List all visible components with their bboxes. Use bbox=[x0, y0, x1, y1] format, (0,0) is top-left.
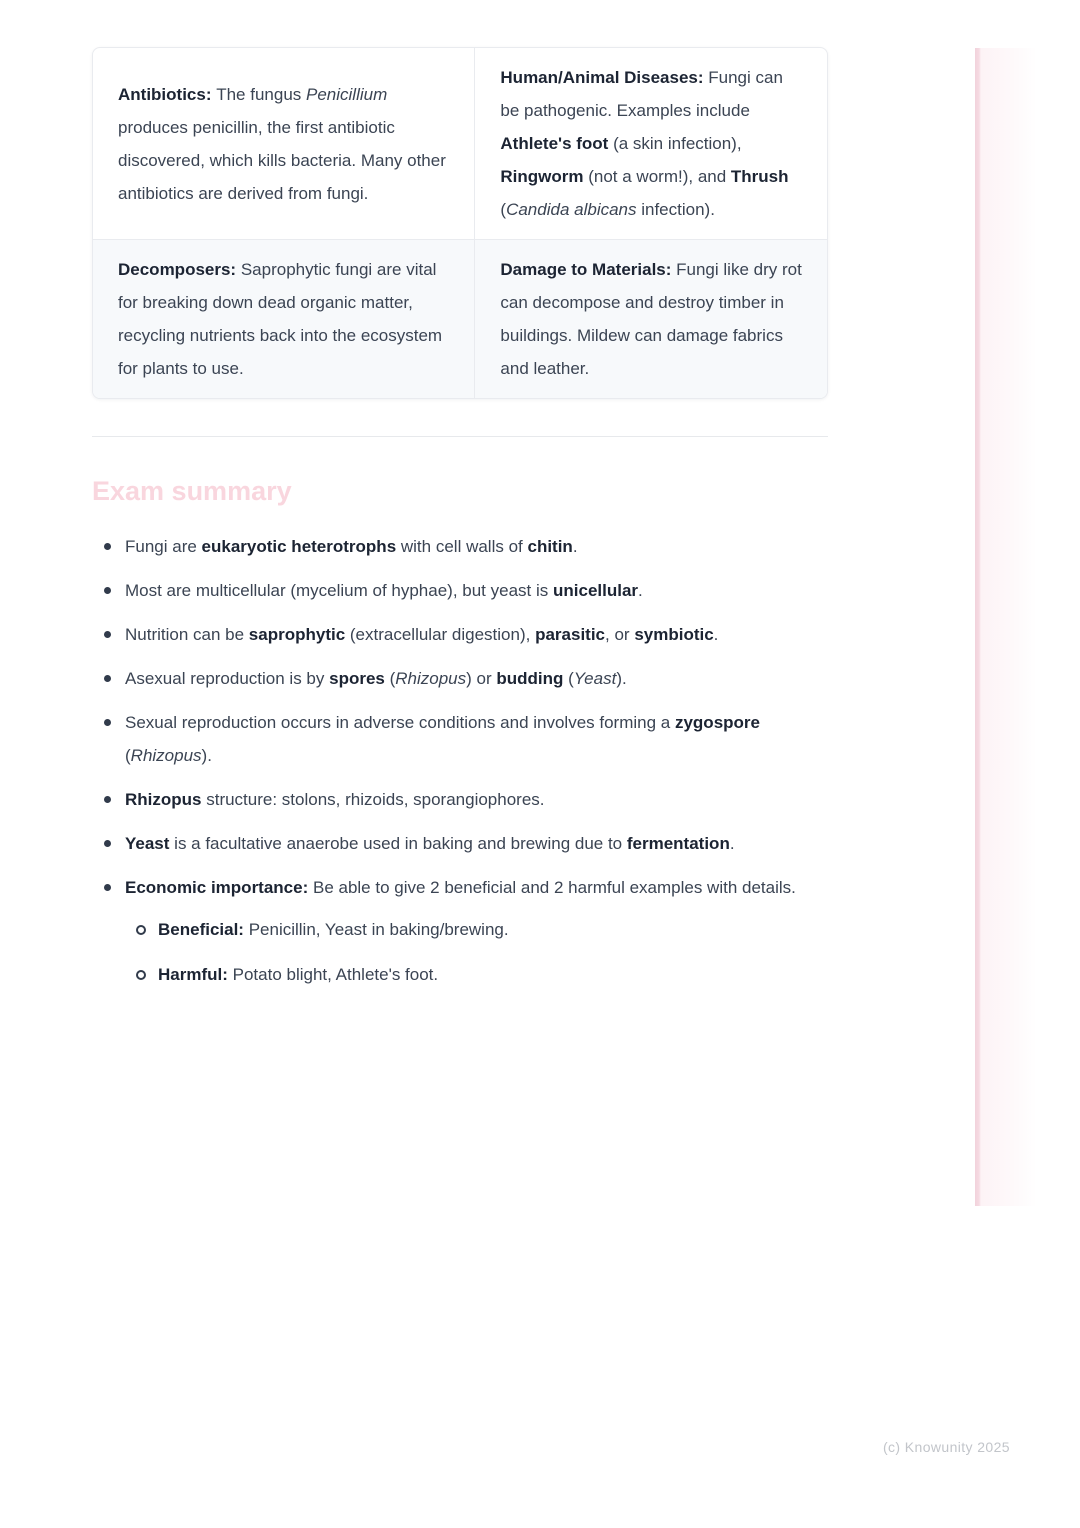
exam-summary-item: Fungi are eukaryotic heterotrophs with cell walls of chitin. bbox=[125, 530, 828, 563]
copyright-footer: (c) Knowunity 2025 bbox=[882, 1439, 1010, 1455]
exam-summary-item: Rhizopus structure: stolons, rhizoids, sporangiophores. bbox=[125, 783, 828, 816]
table-cell-antibiotics bbox=[93, 48, 475, 240]
exam-summary-item: Sexual reproduction occurs in adverse conditions and involves forming a zygospore (Rhizopus). bbox=[125, 706, 828, 772]
next-page-edge-decoration bbox=[975, 48, 1037, 1206]
exam-summary-item: Asexual reproduction is by spores (Rhizopus) or budding (Yeast). bbox=[125, 662, 828, 695]
exam-summary-item: Nutrition can be saprophytic (extracellular digestion), parasitic, or symbiotic. bbox=[125, 618, 828, 651]
exam-summary-item: Most are multicellular (mycelium of hyphae), but yeast is unicellular. bbox=[125, 574, 828, 607]
table-cell-decomposers bbox=[93, 240, 475, 398]
exam-summary-list bbox=[92, 530, 828, 991]
table-cell-text: Antibiotics: The fungus Penicillium produces penicillin, the first antibiotic discovered, which kills bacteria. Many other antibiotics are derived from fungi. bbox=[118, 84, 446, 203]
table-cell-damage-to-materials bbox=[475, 240, 827, 398]
fungi-importance-table bbox=[92, 47, 828, 399]
exam-summary-item: Yeast is a facultative anaerobe used in baking and brewing due to fermentation. bbox=[125, 827, 828, 860]
section-divider bbox=[92, 436, 828, 437]
table-cell-text: Decomposers: Saprophytic fungi are vital for breaking down dead organic matter, recycling nutrients back into the ecosystem for plants to use. bbox=[118, 260, 443, 378]
exam-summary-subitem: Beneficial: Penicillin, Yeast in baking/brewing. bbox=[158, 913, 828, 946]
table-cell-human-animal-diseases bbox=[475, 48, 827, 240]
exam-summary-heading: Exam summary bbox=[92, 476, 292, 506]
page-content bbox=[92, 47, 828, 1003]
table-cell-text: Damage to Materials: Fungi like dry rot can decompose and destroy timber in buildings. Mildew can damage fabrics and leather. bbox=[500, 260, 802, 378]
exam-summary-item: Economic importance: Be able to give 2 beneficial and 2 harmful examples with details. Beneficial: Penicillin, Yeast in baking/brewing. Harmful: Potato blight, Athlete's foot. bbox=[125, 871, 828, 991]
table-cell-text: Human/Animal Diseases: Fungi can be pathogenic. Examples include Athlete's foot (a skin infection), Ringworm (not a worm!), and Thrush (Candida albicans infection). bbox=[500, 68, 789, 219]
exam-summary-sublist bbox=[125, 913, 828, 991]
exam-summary-subitem: Harmful: Potato blight, Athlete's foot. bbox=[158, 958, 828, 991]
